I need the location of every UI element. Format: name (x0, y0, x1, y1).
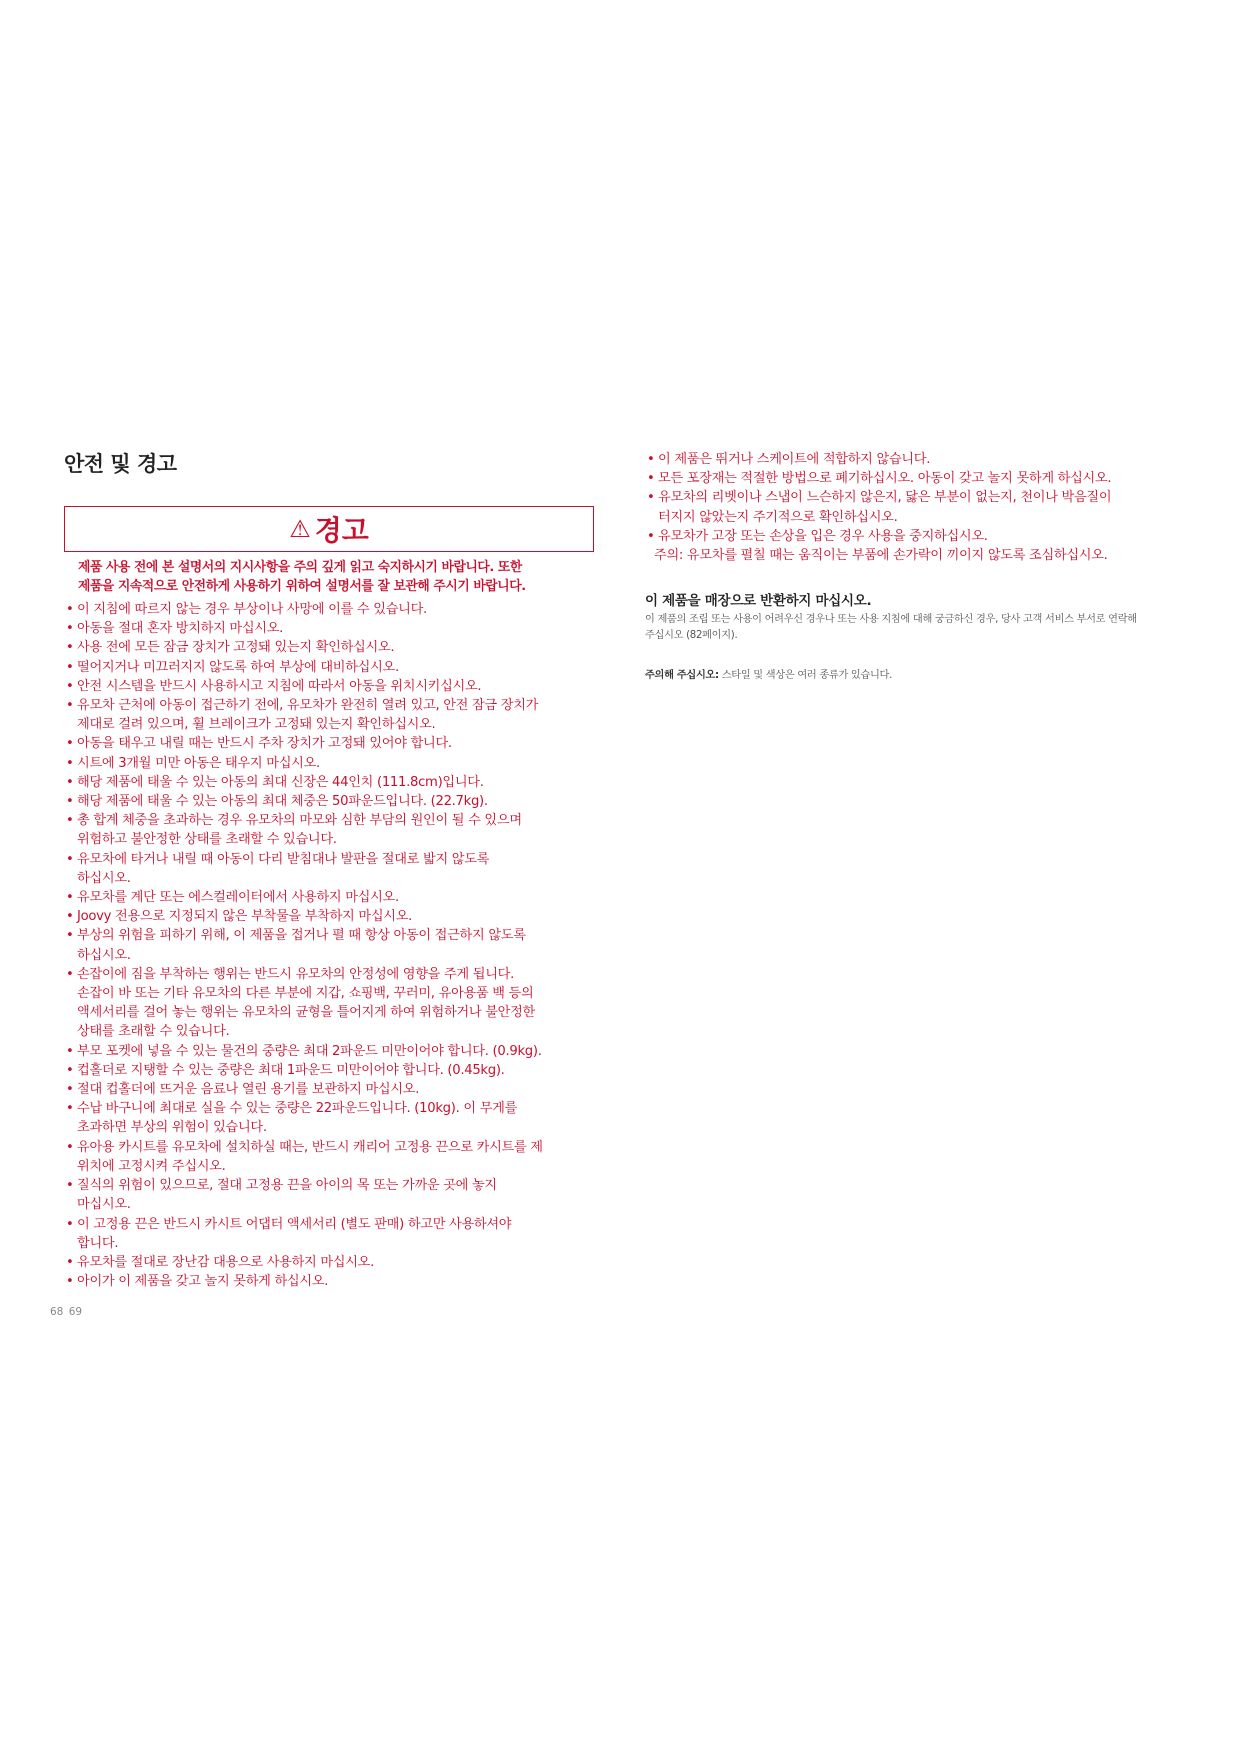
bullet-line: 마십시오. (77, 1197, 131, 1213)
caution-line: 주의: 유모차를 펼칠 때는 움직이는 부품에 손가락이 끼이지 않도록 조심하십시오. (654, 548, 1108, 564)
return-notice-line: 주십시오 (82페이지). (645, 630, 738, 642)
bullet-line: • 부모 포켓에 넣을 수 있는 물건의 중량은 최대 2파운드 미만이어야 합니다. (0.9kg). (77, 1043, 542, 1059)
warning-bullet-list (64, 600, 594, 1291)
section-title: 안전 및 경고 (64, 452, 177, 476)
bullet-item (645, 527, 1185, 546)
bullet-line: • 아이가 이 제품을 갖고 놀지 못하게 하십시오. (77, 1274, 329, 1290)
style-note (645, 666, 1185, 681)
bullet-line: • 이 제품은 뛰거나 스케이트에 적합하지 않습니다. (658, 452, 931, 467)
bullet-item (64, 907, 594, 926)
bullet-item (64, 754, 594, 773)
bullet-item (64, 1080, 594, 1099)
bullet-line: • 이 고정용 끈은 반드시 카시트 어댑터 액세서리 (별도 판매) 하고만 사용하셔야 (77, 1216, 512, 1232)
warning-intro-line: 제품을 지속적으로 안전하게 사용하기 위하여 설명서를 잘 보관해 주시기 바랍니다. (78, 579, 526, 594)
bullet-line: • 부상의 위험을 피하기 위해, 이 제품을 접거나 펼 때 항상 아동이 접근하지 않도록 (77, 928, 526, 944)
bullet-line: • 수납 바구니에 최대로 실을 수 있는 중량은 22파운드입니다. (10kg). 이 무게를 (77, 1101, 518, 1117)
style-note-label: 주의해 주십시오: (645, 670, 719, 682)
bullet-line: • 유모차가 고장 또는 손상을 입은 경우 사용을 중지하십시오. (658, 528, 988, 544)
bullet-item (64, 773, 594, 792)
warning-box (64, 506, 594, 552)
bullet-line: • 이 지침에 따르지 않는 경우 부상이나 사망에 이를 수 있습니다. (77, 602, 427, 617)
return-notice-line: 이 제품의 조립 또는 사용이 어려우신 경우나 또는 사용 지침에 대해 궁금하신 경우, 당사 고객 서비스 부서로 연락해 (645, 614, 1137, 626)
bullet-line: 위치에 고정시켜 주십시오. (77, 1158, 226, 1174)
page-numbers: 68 69 (50, 1306, 83, 1318)
bullet-item (64, 1176, 594, 1214)
warning-intro (64, 558, 594, 596)
left-column (64, 448, 594, 1291)
warning-label: 경고 (314, 514, 369, 547)
bullet-item (64, 1215, 594, 1253)
bullet-item (64, 658, 594, 677)
bullet-line: • 유모차에 타거나 내릴 때 아동이 다리 받침대나 발판을 절대로 밟지 않도록 (77, 851, 490, 867)
return-notice-body (645, 612, 1175, 644)
bullet-line: 합니다. (77, 1235, 119, 1251)
bullet-item (64, 888, 594, 907)
bullet-line: • 해당 제품에 태울 수 있는 아동의 최대 신장은 44인치 (111.8cm)입니다. (77, 774, 484, 790)
bullet-item (64, 1061, 594, 1080)
bullet-item (64, 850, 594, 888)
bullet-line: 하십시오. (77, 870, 131, 886)
bullet-item (64, 619, 594, 638)
bullet-line: • 총 합계 체중을 초과하는 경우 유모차의 마모와 심한 부담의 원인이 될 수 있으며 (77, 813, 522, 829)
bullet-item (64, 734, 594, 753)
bullet-line: • 유모차를 절대로 장난감 대용으로 사용하지 마십시오. (77, 1254, 375, 1270)
bullet-line: 액세서리를 걸어 놓는 행위는 유모차의 균형을 틀어지게 하여 위험하거나 불안정한 (77, 1005, 535, 1021)
bullet-line: • 아동을 태우고 내릴 때는 반드시 주차 장치가 고정돼 있어야 합니다. (77, 736, 452, 752)
bullet-item (64, 965, 594, 1042)
warning-triangle-icon: ⚠ (289, 515, 311, 543)
bullet-line: • 사용 전에 모든 잠금 장치가 고정돼 있는지 확인하십시오. (77, 640, 395, 656)
bullet-line: 터지지 않았는지 주기적으로 확인하십시오. (658, 509, 898, 525)
bullet-item (64, 792, 594, 811)
return-notice-title: 이 제품을 매장으로 반환하지 마십시오. (645, 593, 872, 610)
bullet-line: • 질식의 위험이 있으므로, 절대 고정용 끈을 아이의 목 또는 가까운 곳에 놓지 (77, 1178, 497, 1194)
bullet-line: • 안전 시스템을 반드시 사용하시고 지침에 따라서 아동을 위치시키십시오. (77, 678, 482, 694)
bullet-item (64, 600, 594, 619)
bullet-item (64, 1253, 594, 1272)
bullet-item (64, 1099, 594, 1137)
bullet-line: • 유아용 카시트를 유모차에 설치하실 때는, 반드시 캐리어 고정용 끈으로 카시트를 제 (77, 1139, 543, 1155)
bullet-line: • 모든 포장재는 적절한 방법으로 폐기하십시오. 아동이 갖고 놀지 못하게 하십시오. (658, 471, 1112, 487)
bullet-line: • 시트에 3개월 미만 아동은 태우지 마십시오. (77, 755, 320, 771)
bullet-item (645, 450, 1185, 469)
bullet-line: • 해당 제품에 태울 수 있는 아동의 최대 체중은 50파운드입니다. (22.7kg). (77, 794, 488, 810)
bullet-line: 손잡이 바 또는 기타 유모차의 다른 부분에 지갑, 쇼핑백, 꾸러미, 유아용품 백 등의 (77, 986, 534, 1002)
warning-bullet-list-continued (645, 450, 1185, 546)
bullet-line: • 절대 컵홀더에 뜨거운 음료나 열린 용기를 보관하지 마십시오. (77, 1082, 420, 1098)
bullet-item (64, 811, 594, 849)
bullet-line: • 컵홀더로 지탱할 수 있는 중량은 최대 1파운드 미만이어야 합니다. (0.45kg). (77, 1062, 505, 1078)
bullet-line: 하십시오. (77, 947, 131, 963)
bullet-line: • 손잡이에 짐을 부착하는 행위는 반드시 유모차의 안정성에 영향을 주게 됩니다. (77, 966, 514, 982)
bullet-line: • 떨어지거나 미끄러지지 않도록 하여 부상에 대비하십시오. (77, 659, 399, 675)
bullet-line: • 유모차의 리벳이나 스냅이 느슨하지 않은지, 닳은 부분이 없는지, 천이나 박음질이 (658, 490, 1112, 506)
bullet-item (64, 677, 594, 696)
bullet-item (64, 1042, 594, 1061)
bullet-item (64, 1272, 594, 1291)
bullet-line: • 유모차를 계단 또는 에스컬레이터에서 사용하지 마십시오. (77, 890, 399, 906)
bullet-item (64, 638, 594, 657)
bullet-item (645, 469, 1185, 488)
bullet-item (64, 1138, 594, 1176)
style-note-text: 스타일 및 색상은 여러 종류가 있습니다. (718, 670, 893, 682)
bullet-line: 제대로 걸려 있으며, 휠 브레이크가 고정돼 있는지 확인하십시오. (77, 717, 436, 733)
bullet-item (64, 926, 594, 964)
bullet-line: 위험하고 불안정한 상태를 초래할 수 있습니다. (77, 832, 337, 848)
bullet-line: • 아동을 절대 혼자 방치하지 마십시오. (77, 621, 284, 637)
bullet-item (645, 488, 1185, 526)
bullet-line: 상태를 초래할 수 있습니다. (77, 1024, 230, 1040)
bullet-line: • Joovy 전용으로 지정되지 않은 부착물을 부착하지 마십시오. (77, 909, 413, 925)
warning-intro-line: 제품 사용 전에 본 설명서의 지시사항을 주의 깊게 읽고 숙지하시기 바랍니다. 또한 (78, 560, 522, 575)
bullet-line: 초과하면 부상의 위험이 있습니다. (77, 1120, 267, 1136)
bullet-item (64, 696, 594, 734)
bullet-line: • 유모차 근처에 아동이 접근하기 전에, 유모차가 완전히 열려 있고, 안전 잠금 장치가 (77, 698, 539, 714)
right-column (645, 450, 1185, 681)
